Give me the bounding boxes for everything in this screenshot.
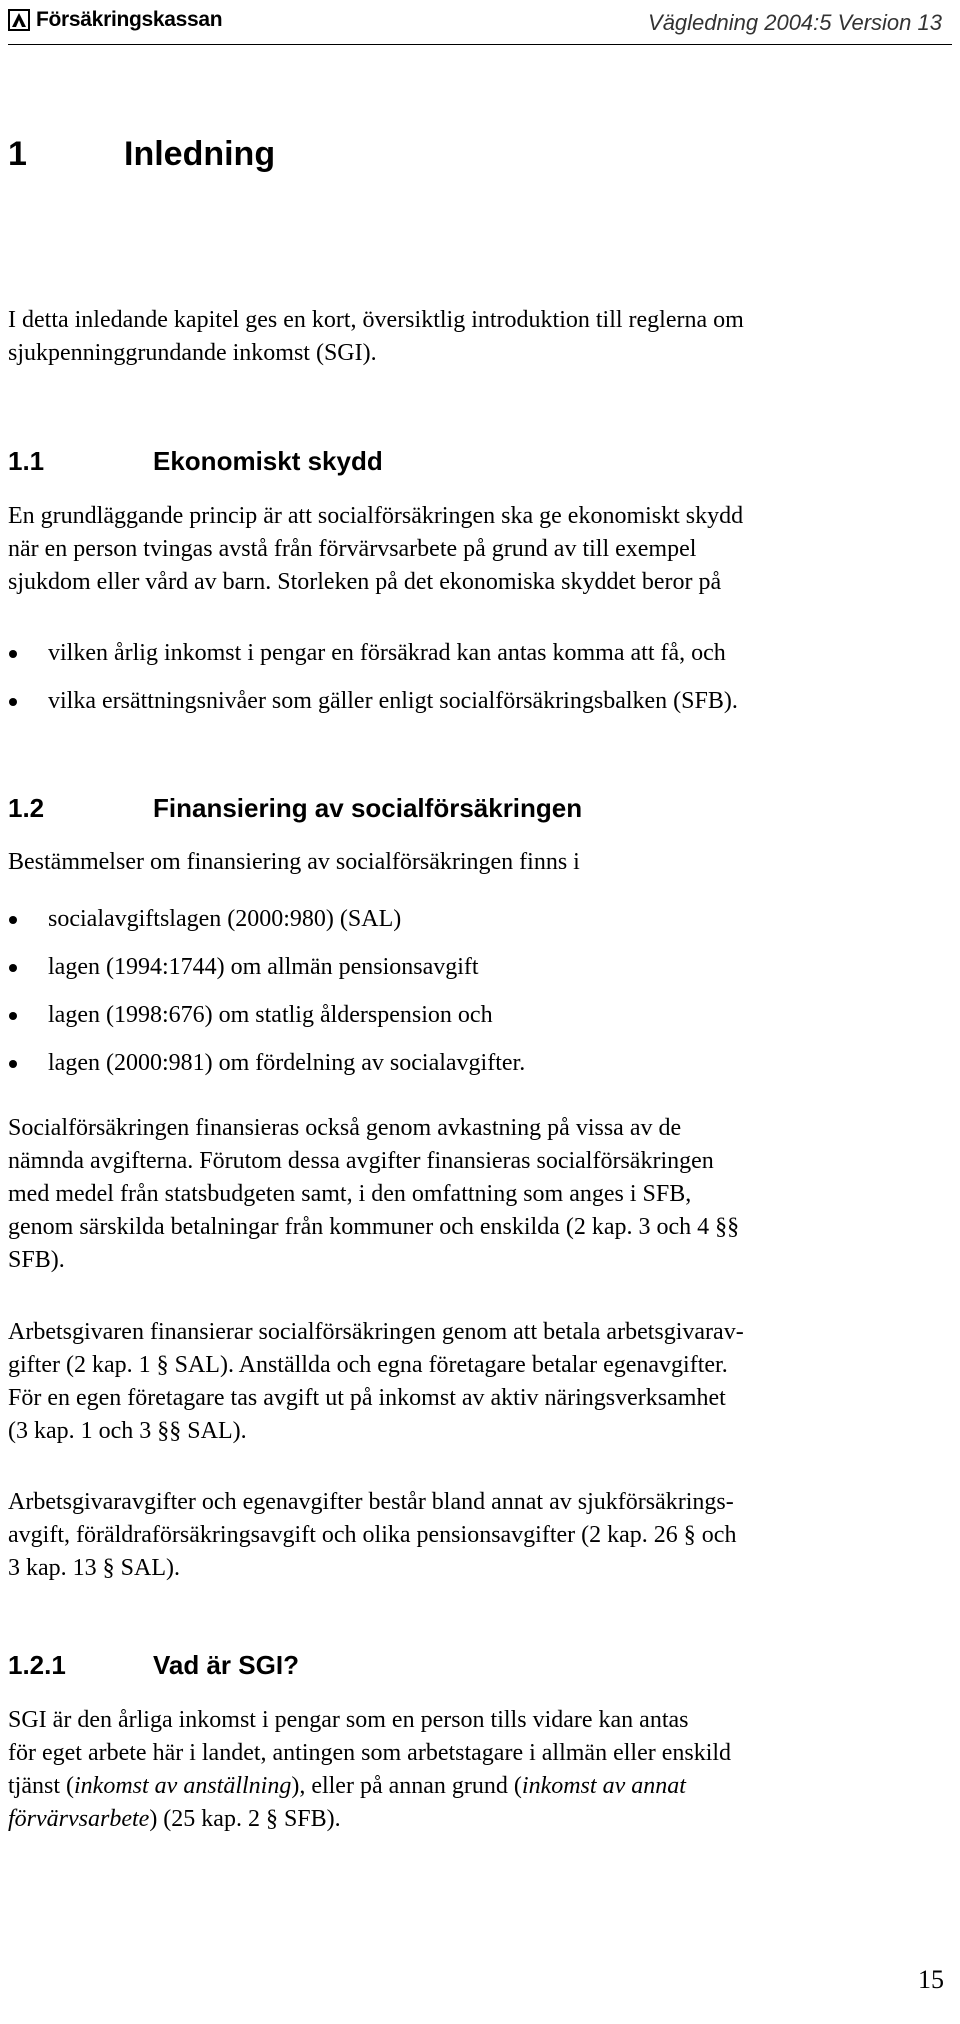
chapter-number: 1 — [8, 135, 27, 173]
list-item: lagen (1994:1744) om allmän pensionsavgift — [8, 951, 952, 999]
section-title: Vad är SGI? — [153, 1650, 299, 1680]
text-line: 3 kap. 13 § SAL). — [8, 1555, 180, 1581]
section-heading-1-2 — [8, 793, 582, 824]
bullet-icon — [9, 698, 17, 706]
text-line: Arbetsgivaren finansierar socialförsäkringen genom att betala arbetsgivarav- — [8, 1319, 744, 1345]
header-divider — [8, 44, 952, 45]
text-line: nämnda avgifterna. Förutom dessa avgifter finansieras socialförsäkringen — [8, 1148, 714, 1174]
section-1-2-bullet-list — [8, 903, 952, 1095]
bullet-icon — [9, 1012, 17, 1020]
emphasis: inkomst av anställning — [74, 1773, 292, 1799]
sgi-paragraph — [8, 1704, 952, 1836]
text-line: tjänst (inkomst av anställning), eller på annan grund (inkomst av annat — [8, 1773, 686, 1799]
text-line: Arbetsgivaravgifter och egenavgifter består bland annat av sjukförsäkrings- — [8, 1489, 734, 1515]
section-number: 1.1 — [8, 446, 45, 476]
text-line: sjukdom eller vård av barn. Storleken på det ekonomiska skyddet beror på — [8, 569, 722, 595]
list-item: vilken årlig inkomst i pengar en försäkrad kan antas komma att få, och — [8, 637, 952, 685]
text-line: En grundläggande princip är att socialförsäkringen ska ge ekonomiskt skydd — [8, 503, 744, 529]
text-line: gifter (2 kap. 1 § SAL). Anställda och egna företagare betalar egenavgifter. — [8, 1352, 728, 1378]
text-line: avgift, föräldraförsäkringsavgift och olika pensionsavgifter (2 kap. 26 § och — [8, 1522, 737, 1548]
employer-paragraph — [8, 1316, 952, 1448]
emphasis: förvärvsarbete — [8, 1806, 150, 1832]
list-item: lagen (2000:981) om fördelning av socialavgifter. — [8, 1047, 952, 1095]
bullet-icon — [9, 964, 17, 972]
chapter-title: Inledning — [124, 135, 276, 173]
page-header — [0, 0, 960, 52]
section-1-1-paragraph — [8, 500, 952, 599]
section-number: 1.2.1 — [8, 1650, 66, 1680]
section-heading-1-1 — [8, 446, 383, 477]
bullet-icon — [9, 1060, 17, 1068]
section-title: Finansiering av socialförsäkringen — [153, 793, 583, 823]
text-line: SFB). — [8, 1247, 65, 1273]
text-line: (3 kap. 1 och 3 §§ SAL). — [8, 1418, 247, 1444]
logo-text: Försäkringskassan — [36, 8, 223, 31]
document-reference: Vägledning 2004:5 Version 13 — [648, 10, 942, 35]
intro-paragraph: I detta inledande kapitel ges en kort, översiktlig introduktion till reglerna om sjukpenninggrundande inkomst (SGI). — [8, 307, 744, 366]
page-number: 15 — [918, 1965, 944, 1994]
financing-paragraph — [8, 1112, 952, 1277]
chapter-heading — [8, 135, 275, 174]
emphasis: inkomst av annat — [521, 1773, 686, 1799]
text-line: för eget arbete här i landet, antingen som arbetstagare i allmän eller enskild — [8, 1740, 732, 1766]
bullet-icon — [9, 650, 17, 658]
bullet-icon — [9, 916, 17, 924]
list-item: vilka ersättningsnivåer som gäller enligt socialförsäkringsbalken (SFB). — [8, 685, 952, 733]
text-line: förvärvsarbete) (25 kap. 2 § SFB). — [8, 1806, 341, 1832]
text-line: med medel från statsbudgeten samt, i den omfattning som anges i SFB, — [8, 1181, 692, 1207]
section-1-2-lead: Bestämmelser om finansiering av socialförsäkringen finns i — [8, 849, 580, 875]
logo — [8, 8, 222, 32]
text-line: Socialförsäkringen finansieras också genom avkastning på vissa av de — [8, 1115, 682, 1141]
text-line: För en egen företagare tas avgift ut på inkomst av aktiv näringsverksamhet — [8, 1385, 726, 1411]
text-line: genom särskilda betalningar från kommuner och enskilda (2 kap. 3 och 4 §§ — [8, 1214, 740, 1240]
text-line: SGI är den årliga inkomst i pengar som en person tills vidare kan antas — [8, 1707, 689, 1733]
section-heading-1-2-1 — [8, 1650, 299, 1681]
list-item: lagen (1998:676) om statlig ålderspension och — [8, 999, 952, 1047]
text-line: när en person tvingas avstå från förvärvsarbete på grund av till exempel — [8, 536, 697, 562]
section-number: 1.2 — [8, 793, 45, 823]
list-item: socialavgiftslagen (2000:980) (SAL) — [8, 903, 952, 951]
section-title: Ekonomiskt skydd — [153, 446, 383, 476]
section-1-1-bullet-list — [8, 637, 952, 733]
logo-icon — [8, 9, 30, 31]
contributions-paragraph — [8, 1486, 952, 1585]
